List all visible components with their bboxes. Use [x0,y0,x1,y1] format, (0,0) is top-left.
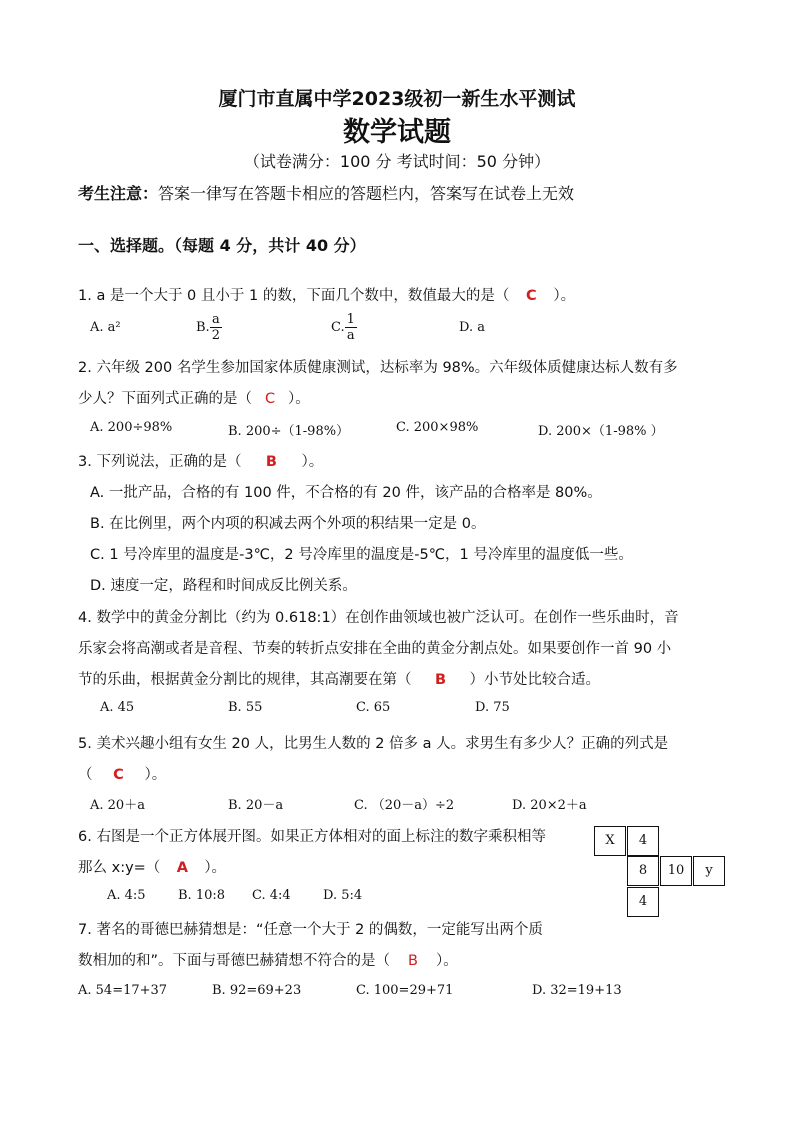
q5-line-2 [78,763,166,784]
section-title: 一、选择题。（每题 4 分，共计 40 分） [78,236,366,255]
q4-option-c: C. 65 [356,700,391,715]
q4-option-b: B. 55 [228,700,263,715]
q5-stem-a: （ [78,767,93,783]
q1-option-c-denominator: a [346,328,355,343]
q1-stem-b: ）。 [553,288,576,304]
q2-option-b: B. 200÷（1-98%） [228,424,350,439]
net-face-8: 8 [627,856,659,886]
net-face-10: 10 [660,856,692,886]
q5-stem-b: ）。 [144,767,167,783]
q5-line-1: 5. 美术兴趣小组有女生 20 人，比男生人数的 2 倍多 a 人。求男生有多少人？正确的列式是 [78,736,669,752]
q2-option-c: C. 200×98% [396,420,479,435]
net-face-y: y [693,856,725,886]
q3-option-c: C. 1 号冷库里的温度是-3℃，2 号冷库里的温度是-5℃，1 号冷库里的温度低一些。 [90,547,633,563]
q3-option-d: D. 速度一定，路程和时间成反比例关系。 [90,578,357,594]
q6-option-c: C. 4:4 [252,888,291,903]
q5-option-c: C. （20－a）÷2 [354,798,455,813]
q2-line-2 [78,387,310,408]
exam-title: 厦门市直属中学2023级初一新生水平测试 [218,88,576,110]
q2-stem-a: 少人？下面列式正确的是（ [78,391,252,407]
q4-option-a: A. 45 [100,700,135,715]
q4-answer: B [434,672,447,688]
q4-line-2: 乐家会将高潮或者是音程、节奏的转折点安排在全曲的黄金分割点处。如果要创作一首 90 小 [78,641,672,657]
q3-stem-b: ）。 [301,454,324,470]
q1-option-b-prefix: B. [196,320,210,335]
notice-label: 考生注意： [78,184,159,203]
q1-option-b-denominator: 2 [211,328,220,343]
q7-line-2 [78,949,458,970]
q6-stem-b: ）。 [204,860,227,876]
cube-net-diagram [594,826,726,922]
exam-meta: （试卷满分：100 分 考试时间：50 分钟） [243,152,551,171]
q6-line-1: 6. 右图是一个正方体展开图。如果正方体相对的面上标注的数字乘积相等 [78,829,546,845]
q1-option-c [331,312,357,343]
q7-option-b: B. 92=69+23 [212,983,302,998]
q2-line-1: 2. 六年级 200 名学生参加国家体质健康测试，达标率为 98%。六年级体质健康达标人数有多 [78,360,678,376]
q1-option-b-fraction [210,312,222,343]
q1-stem-a: 1. a 是一个大于 0 且小于 1 的数，下面几个数中，数值最大的是（ [78,288,510,304]
q7-line-1: 7. 著名的哥德巴赫猜想是：“任意一个大于 2 的偶数，一定能写出两个质 [78,922,543,938]
q2-answer: C [264,391,276,407]
exam-notice [78,181,574,204]
q3-stem [78,450,323,471]
q1-option-c-numerator: 1 [346,312,355,327]
q7-stem-a: 数相加的和”。下面与哥德巴赫猜想不符合的是（ [78,953,391,969]
q6-option-a: A. 4:5 [107,888,146,903]
q6-stem-a: 那么 x:y=（ [78,860,161,876]
net-face-bottom-4: 4 [627,887,659,917]
q5-answer: C [113,767,124,783]
q6-answer: A [176,860,188,876]
q6-option-b: B. 10:8 [178,888,226,903]
q1-option-b-numerator: a [210,312,222,328]
question-1-stem [78,284,575,305]
q1-option-a: A. a² [90,320,121,335]
q7-option-a: A. 54=17+37 [78,983,168,998]
q4-stem-b: ）小节处比较合适。 [469,672,600,688]
q3-stem-a: 3. 下列说法，正确的是（ [78,454,242,470]
q6-option-d: D. 5:4 [323,888,363,903]
q2-option-d: D. 200×（1-98% ） [538,424,664,439]
q2-option-a: A. 200÷98% [90,420,173,435]
q6-line-2 [78,856,226,877]
q7-option-d: D. 32=19+13 [532,983,622,998]
exam-subject: 数学试题 [343,117,451,148]
q1-option-c-fraction [345,312,357,343]
q1-option-d: D. a [459,320,485,335]
q4-option-d: D. 75 [475,700,510,715]
net-face-x: X [594,826,626,856]
q4-line-1: 4. 数学中的黄金分割比（约为 0.618:1）在创作曲领域也被广泛认可。在创作一些乐曲时，音 [78,610,679,626]
q1-option-c-prefix: C. [331,320,345,335]
notice-text: 答案一律写在答题卡相应的答题栏内，答案写在试卷上无效 [158,184,575,203]
net-face-top-4: 4 [627,826,659,856]
q7-answer: B [408,953,418,969]
q4-line-3 [78,668,600,689]
q2-stem-b: ）。 [288,391,310,407]
q3-option-b: B. 在比例里，两个内项的积减去两个外项的积结果一定是 0。 [90,516,486,532]
q1-option-b [196,312,222,343]
q3-answer: B [265,454,277,470]
q5-option-b: B. 20－a [228,798,284,813]
q7-option-c: C. 100=29+71 [356,983,454,998]
q5-option-d: D. 20×2＋a [512,798,587,813]
q7-stem-b: ）。 [436,953,458,969]
q4-stem-a: 节的乐曲，根据黄金分割比的规律，其高潮要在第（ [78,672,412,688]
q1-answer: C [526,288,537,304]
q5-option-a: A. 20＋a [90,798,145,813]
q3-option-a: A. 一批产品，合格的有 100 件，不合格的有 20 件，该产品的合格率是 80%。 [90,485,602,501]
